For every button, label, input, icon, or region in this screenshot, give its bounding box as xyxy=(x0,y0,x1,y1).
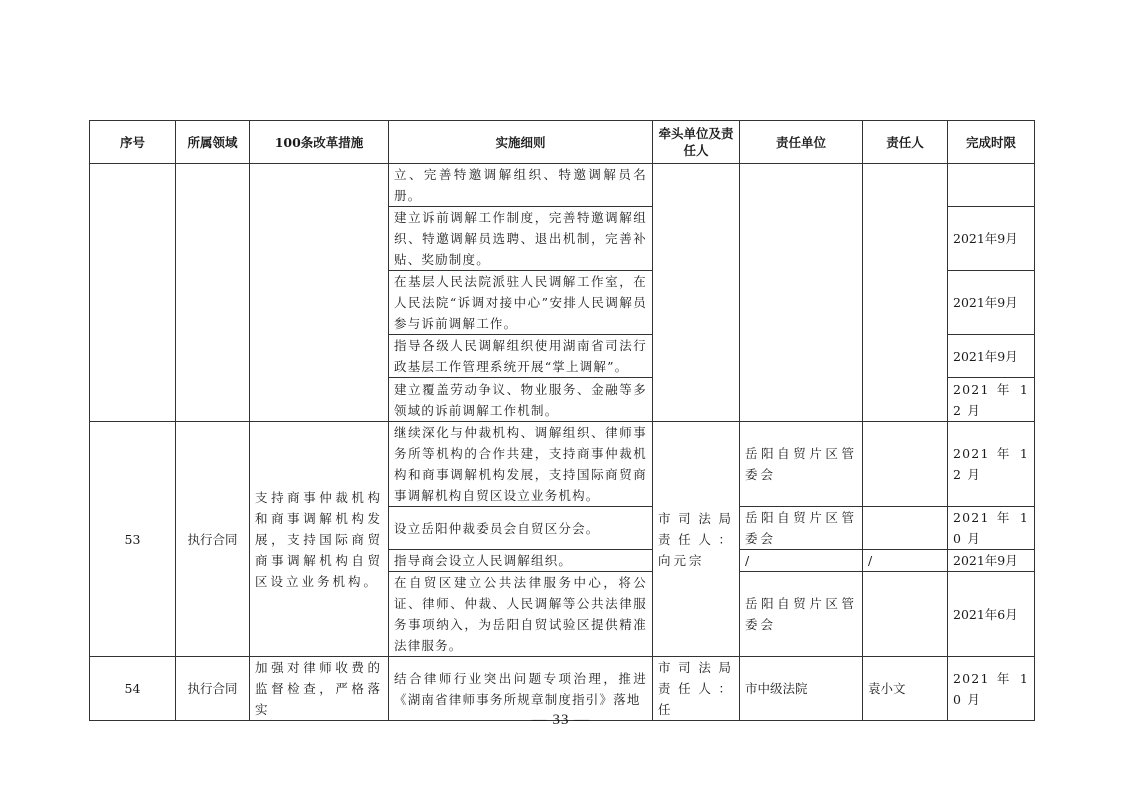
deadline-cell: 2021年9月 xyxy=(948,271,1035,335)
deadline-cell xyxy=(948,164,1035,207)
table-row-54 xyxy=(90,657,1035,721)
person-cell xyxy=(863,507,948,550)
lead-cell: 市司法局责任人：向元宗 xyxy=(653,422,740,657)
field-cell: 执行合同 xyxy=(176,422,250,657)
detail-cell: 立、完善特邀调解组织、特邀调解员名册。 xyxy=(389,164,653,207)
person-cell xyxy=(863,422,948,507)
person-cell xyxy=(863,164,948,422)
unit-cell: 岳阳自贸片区管委会 xyxy=(740,422,863,507)
detail-cell: 在基层人民法院派驻人民调解工作室，在人民法院“诉调对接中心”安排人民调解员参与诉前调解工作。 xyxy=(389,271,653,335)
detail-cell: 在自贸区建立公共法律服务中心，将公证、律师、仲裁、人民调解等公共法律服务事项纳入，为岳阳自贸试验区提供精准法律服务。 xyxy=(389,572,653,657)
header-field: 所属领域 xyxy=(176,121,250,164)
deadline-cell: 2021年9月 xyxy=(948,550,1035,572)
table-row-53 xyxy=(90,422,1035,507)
header-serial: 序号 xyxy=(90,121,176,164)
measure-cell xyxy=(250,164,389,422)
serial-cell: 54 xyxy=(90,657,176,721)
header-measure: 100条改革措施 xyxy=(250,121,389,164)
lead-cell xyxy=(653,164,740,422)
deadline-cell: 2021 年 10 月 xyxy=(948,507,1035,550)
header-responsible-unit: 责任单位 xyxy=(740,121,863,164)
header-deadline: 完成时限 xyxy=(948,121,1035,164)
person-cell: 袁小文 xyxy=(863,657,948,721)
detail-cell: 指导商会设立人民调解组织。 xyxy=(389,550,653,572)
detail-cell: 指导各级人民调解组织使用湖南省司法行政基层工作管理系统开展“掌上调解”。 xyxy=(389,335,653,378)
header-details: 实施细则 xyxy=(389,121,653,164)
measure-cell: 加强对律师收费的监督检查，严格落实 xyxy=(250,657,389,721)
measure-cell: 支持商事仲裁机构和商事调解机构发展，支持国际商贸商事调解机构自贸区设立业务机构。 xyxy=(250,422,389,657)
detail-cell: 设立岳阳仲裁委员会自贸区分会。 xyxy=(389,507,653,550)
person-cell xyxy=(863,572,948,657)
detail-cell: 建立覆盖劳动争议、物业服务、金融等多领域的诉前调解工作机制。 xyxy=(389,378,653,422)
unit-cell: 岳阳自贸片区管委会 xyxy=(740,507,863,550)
person-cell: / xyxy=(863,550,948,572)
detail-cell: 建立诉前调解工作制度，完善特邀调解组织、特邀调解员选聘、退出机制，完善补贴、奖励制度。 xyxy=(389,207,653,271)
deadline-cell: 2021 年 12 月 xyxy=(948,378,1035,422)
serial-cell xyxy=(90,164,176,422)
detail-cell: 结合律师行业突出问题专项治理，推进《湖南省律师事务所规章制度指引》落地 xyxy=(389,657,653,721)
reform-measures-table xyxy=(89,120,1035,721)
deadline-cell: 2021 年 10 月 xyxy=(948,657,1035,721)
page-number: — 33 — xyxy=(531,712,591,728)
unit-cell: 市中级法院 xyxy=(740,657,863,721)
deadline-cell: 2021年9月 xyxy=(948,207,1035,271)
deadline-cell: 2021年9月 xyxy=(948,335,1035,378)
lead-cell: 市司法局责任人：任 xyxy=(653,657,740,721)
deadline-cell: 2021 年 12 月 xyxy=(948,422,1035,507)
header-lead-unit: 牵头单位及责任人 xyxy=(653,121,740,164)
field-cell: 执行合同 xyxy=(176,657,250,721)
header-responsible-person: 责任人 xyxy=(863,121,948,164)
table-row xyxy=(90,164,1035,207)
deadline-cell: 2021年6月 xyxy=(948,572,1035,657)
field-cell xyxy=(176,164,250,422)
detail-cell: 继续深化与仲裁机构、调解组织、律师事务所等机构的合作共建，支持商事仲裁机构和商事调解机构发展，支持国际商贸商事调解机构自贸区设立业务机构。 xyxy=(389,422,653,507)
unit-cell: / xyxy=(740,550,863,572)
serial-cell: 53 xyxy=(90,422,176,657)
unit-cell xyxy=(740,164,863,422)
unit-cell: 岳阳自贸片区管委会 xyxy=(740,572,863,657)
table-header-row xyxy=(90,121,1035,164)
